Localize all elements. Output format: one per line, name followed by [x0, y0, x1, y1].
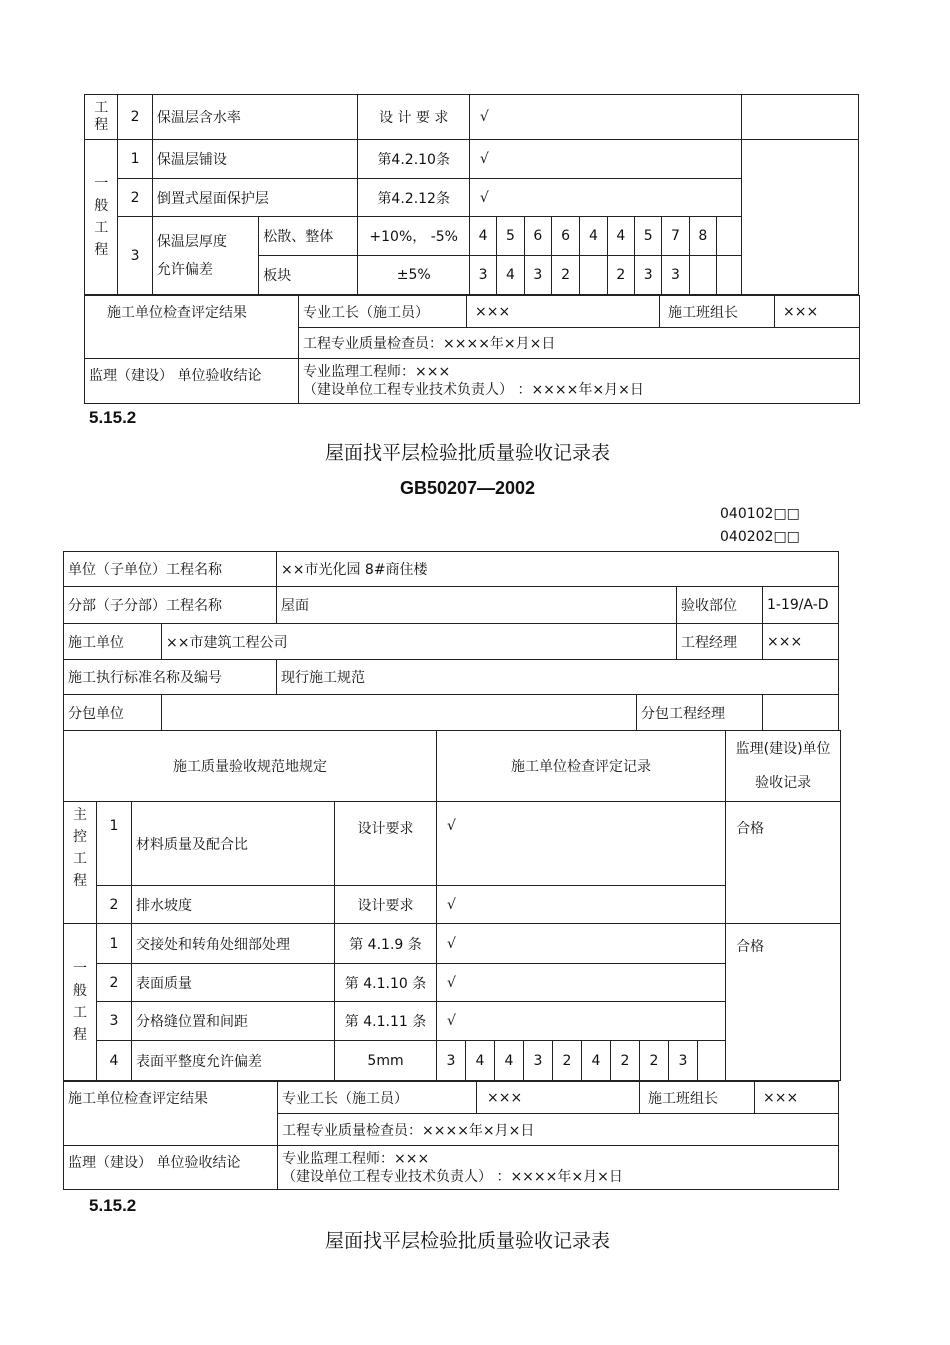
measured-value: 3: [524, 1041, 553, 1081]
foreman-value: ×××: [467, 296, 660, 328]
supervision-result: [742, 95, 859, 140]
check-mark: √: [437, 964, 726, 1002]
eval-result-label: 施工单位检查评定结果: [64, 1082, 278, 1146]
item-requirement: 5mm: [335, 1041, 437, 1081]
contractor-label: 施工单位: [64, 624, 162, 660]
standard-label: 施工执行标准名称及编号: [64, 660, 277, 695]
general-item-label: 一 般 工 程: [64, 924, 97, 1081]
supervision-signoff: [278, 1146, 839, 1190]
measured-value: 2: [640, 1041, 669, 1081]
item-requirement: 第4.2.12条: [358, 179, 469, 217]
item-name: 保温层厚度 允许偏差: [152, 217, 258, 295]
supervision-signoff: [299, 359, 860, 404]
row-no: 2: [97, 886, 132, 924]
item-requirement: 第 4.1.11 条: [335, 1002, 437, 1041]
sub-manager-label: 分包工程经理: [637, 695, 763, 731]
unit-project-value: ××市光化园 8#商住楼: [277, 552, 839, 587]
general-item-label: 一 般 工 程: [85, 140, 118, 295]
measured-value: [717, 256, 742, 295]
owner-line: （建设单位工程专业技术负责人） ：××××年×月×日: [303, 382, 644, 398]
item-name: 倒置式屋面保护层: [152, 179, 358, 217]
inspection-part-value: 1-19/A-D: [763, 587, 839, 624]
item-requirement: 第 4.1.9 条: [335, 924, 437, 964]
measured-value: 3: [662, 256, 689, 295]
row-no: 3: [97, 1002, 132, 1041]
measured-value: 4: [497, 256, 524, 295]
item-requirement: +10%， -5%: [358, 217, 469, 256]
measured-value: 5: [497, 217, 524, 256]
item-requirement: 第 4.1.10 条: [335, 964, 437, 1002]
check-mark: √: [437, 802, 726, 886]
item-name: 表面平整度允许偏差: [132, 1041, 335, 1081]
team-leader-value: ×××: [775, 296, 860, 328]
main-control-label: 主 控 工 程: [64, 802, 97, 924]
owner-line: （建设单位工程专业技术负责人） ：××××年×月×日: [282, 1168, 623, 1185]
record-header: 施工单位检查评定记录: [437, 731, 726, 802]
form-code-1: 040102□□: [720, 506, 800, 522]
team-leader-value: ×××: [755, 1082, 839, 1114]
item-name: 表面质量: [132, 964, 335, 1002]
item-requirement: 设 计 要 求: [358, 95, 469, 140]
item-name: 保温层含水率: [152, 95, 358, 140]
page-title: 屋面找平层检验批质量验收记录表: [324, 1230, 610, 1252]
row-no: 1: [118, 140, 152, 179]
measured-value: 2: [611, 1041, 640, 1081]
check-mark: √: [469, 179, 741, 217]
check-mark: √: [437, 1002, 726, 1041]
general-item-result: 合格: [726, 924, 841, 1081]
measured-value: 4: [466, 1041, 495, 1081]
team-leader-label: 施工班组长: [640, 1082, 755, 1114]
table-leveling-items: [63, 730, 841, 1081]
subcontractor-label: 分包单位: [64, 695, 162, 731]
quality-inspector: 工程专业质量检查员：××××年×月×日: [299, 328, 860, 359]
measured-value: 3: [635, 256, 662, 295]
form-code-2: 040202□□: [720, 529, 800, 545]
contractor-value: ××市建筑工程公司: [162, 624, 677, 660]
measured-value: 3: [437, 1041, 466, 1081]
sub-item-name: 板块: [259, 256, 358, 295]
item-name: 材料质量及配合比: [132, 802, 335, 886]
division-value: 屋面: [277, 587, 677, 624]
row-no: 2: [118, 179, 152, 217]
check-mark: √: [437, 924, 726, 964]
section-number: 5.15.2: [89, 408, 137, 427]
check-mark: √: [469, 95, 741, 140]
standard-code: GB50207—2002: [399, 478, 536, 498]
measured-value: 5: [635, 217, 662, 256]
team-leader-label: 施工班组长: [660, 296, 775, 328]
measured-value: 6: [551, 217, 579, 256]
spec-header: 施工质量验收规范地规定: [64, 731, 437, 802]
item-name: 排水坡度: [132, 886, 335, 924]
item-name: 交接处和转角处细部处理: [132, 924, 335, 964]
measured-value: 7: [662, 217, 689, 256]
supervision-conclusion-label: 监理（建设） 单位验收结论: [64, 1146, 278, 1190]
measured-value: [698, 1041, 726, 1081]
table-leveling-footer: [63, 1081, 839, 1190]
item-requirement: 第4.2.10条: [358, 140, 469, 179]
sub-manager-value: [763, 695, 839, 731]
supervision-header: 监理(建设)单位 验收记录: [726, 731, 841, 802]
row-no: 2: [118, 95, 152, 140]
row-no: 1: [97, 924, 132, 964]
item-requirement: ±5%: [358, 256, 469, 295]
row-no: 3: [118, 217, 152, 295]
project-manager-value: ×××: [763, 624, 839, 660]
standard-value: 现行施工规范: [277, 660, 839, 695]
measured-value: 4: [495, 1041, 524, 1081]
subcontractor-value: [162, 695, 637, 731]
supervision-result: [742, 140, 859, 295]
item-requirement: 设计要求: [335, 886, 437, 924]
measured-value: 2: [551, 256, 579, 295]
measured-value: 8: [689, 217, 716, 256]
table-insulation-footer: [84, 295, 860, 404]
page-title: 屋面找平层检验批质量验收记录表: [324, 442, 610, 464]
measured-value: [689, 256, 716, 295]
table-leveling-header: [63, 551, 839, 731]
division-label: 分部（子分部）工程名称: [64, 587, 277, 624]
measured-value: 4: [607, 217, 634, 256]
measured-value: 3: [669, 1041, 698, 1081]
foreman-label: 专业工长（施工员）: [299, 296, 467, 328]
supervisor-line: 专业监理工程师：×××: [282, 1150, 430, 1167]
measured-value: [580, 256, 607, 295]
row-no: 2: [97, 964, 132, 1002]
check-mark: √: [469, 140, 741, 179]
measured-value: [717, 217, 742, 256]
quality-inspector: 工程专业质量检查员：××××年×月×日: [278, 1114, 839, 1146]
section-number: 5.15.2: [89, 1196, 137, 1215]
eval-result-label: 施工单位检查评定结果: [85, 296, 299, 359]
measured-value: 2: [553, 1041, 582, 1081]
sub-item-name: 松散、整体: [259, 217, 358, 256]
check-mark: √: [437, 886, 726, 924]
supervisor-line: 专业监理工程师：×××: [303, 364, 451, 380]
unit-project-label: 单位（子单位）工程名称: [64, 552, 277, 587]
table-insulation-tail: [84, 94, 859, 295]
measured-value: 4: [580, 217, 607, 256]
item-requirement: 设计要求: [335, 802, 437, 886]
foreman-value: ×××: [477, 1082, 640, 1114]
measured-value: 3: [524, 256, 551, 295]
supervision-conclusion-label: 监理（建设） 单位验收结论: [85, 359, 299, 404]
measured-value: 4: [469, 217, 496, 256]
foreman-label: 专业工长（施工员）: [278, 1082, 477, 1114]
measured-value: 4: [582, 1041, 611, 1081]
item-name: 保温层铺设: [152, 140, 358, 179]
project-manager-label: 工程经理: [677, 624, 763, 660]
item-name: 分格缝位置和间距: [132, 1002, 335, 1041]
inspection-part-label: 验收部位: [677, 587, 763, 624]
measured-value: 6: [524, 217, 551, 256]
main-control-label-tail: 工 程: [85, 95, 118, 140]
row-no: 1: [97, 802, 132, 886]
main-control-result: 合格: [726, 802, 841, 924]
row-no: 4: [97, 1041, 132, 1081]
measured-value: 2: [607, 256, 634, 295]
measured-value: 3: [469, 256, 496, 295]
